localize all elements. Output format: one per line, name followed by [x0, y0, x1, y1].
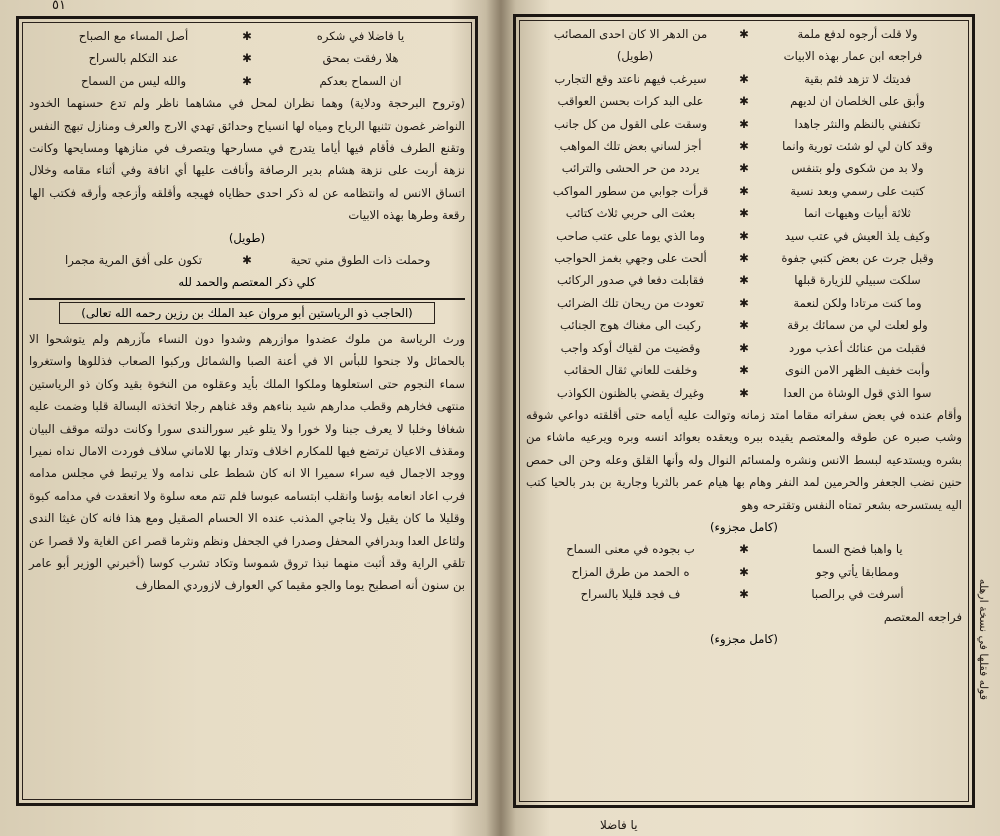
verse-line: [526, 382, 962, 404]
hemistich: أصل المساء مع الصباح: [78, 29, 189, 43]
hemistich: هلا رفقت بمحق: [322, 51, 399, 66]
section-heading: (الحاجب ذو الرياستين أبو مروان عبد الملك بن رزين رحمه الله تعالى): [59, 302, 435, 324]
verse-line: [526, 314, 962, 336]
verse-line: [526, 113, 962, 135]
hemistich: سلكت سبيلي للزيارة قبلها: [794, 273, 921, 288]
hemistich: تعودت من ريحان تلك الضرائب: [557, 295, 704, 310]
hemistich: فقبلت من عنائك أعذب مورد: [789, 340, 926, 355]
right-page-frame: [513, 14, 975, 808]
meter-label: (طويل): [616, 49, 654, 64]
hemistich: ولا قلت أرجوه لدفع ملمة: [797, 27, 918, 41]
hemistich: تكون على أفق المرية مجمرا: [64, 253, 203, 268]
star-icon: ✱: [739, 318, 749, 333]
hemistich: ومطابقا يأتي وجو: [815, 564, 900, 579]
star-icon: ✱: [739, 340, 749, 355]
hemistich: ه الحمد من طرق المزاح: [571, 564, 690, 579]
verse-line: [526, 247, 962, 269]
verse-line: [526, 269, 962, 291]
verse-line: [526, 561, 962, 583]
hemistich: وقد كان لي لو شئت تورية وانما: [782, 139, 933, 154]
hemistich: وسقت على القول من كل جانب: [553, 116, 708, 131]
hemistich: ثلاثة أبيات وهيهات انما: [804, 206, 911, 221]
star-icon: ✱: [242, 253, 252, 268]
hemistich: وما كنت مرتادا ولكن لنعمة: [793, 295, 922, 310]
intro-line: [526, 606, 962, 628]
star-icon: ✱: [739, 161, 749, 176]
verse-line: [526, 157, 962, 179]
verse-line: [526, 202, 962, 224]
star-icon: ✱: [739, 27, 749, 41]
hemistich: وقبل جرت عن بعض كتبي جفوة: [781, 251, 934, 266]
hemistich: يا فاضلا في شكره: [316, 29, 405, 43]
hemistich: ان السماح بعدكم: [319, 73, 402, 88]
hemistich: وكيف يلذ العيش في عتب سيد: [784, 228, 931, 243]
verse-line: [526, 359, 962, 381]
hemistich: وحملت ذات الطوق مني تحية: [290, 253, 431, 268]
star-icon: ✱: [739, 542, 749, 557]
meter-label: (طويل): [228, 230, 266, 245]
margin-note-text: قوله فقلها في نسخة ارهله: [977, 578, 990, 700]
page-number: ٥١: [52, 0, 66, 13]
intro-text: فراجعه المعتصم: [883, 609, 962, 624]
verse-line: [29, 47, 465, 69]
star-icon: ✱: [242, 51, 252, 66]
hemistich: يا واهبا فضح السما: [812, 542, 903, 557]
verse-line: [526, 583, 962, 605]
catchword: يا فاضلا: [600, 818, 638, 832]
star-icon: ✱: [739, 564, 749, 579]
hemistich: ب بجوده في معنى السماح: [566, 542, 695, 557]
divider: [29, 298, 465, 300]
hemistich: قرأت جوابي من سطور المواكب: [552, 183, 709, 198]
intro-line: [526, 45, 962, 67]
star-icon: ✱: [242, 29, 252, 43]
star-icon: ✱: [739, 183, 749, 198]
hemistich: ولا بد من شكوى ولو بتنفس: [791, 161, 924, 176]
hemistich: وأبق على الخلصان ان لديهم: [790, 94, 925, 109]
star-icon: ✱: [739, 116, 749, 131]
verse-line: [526, 90, 962, 112]
hemistich: يردد من حر الحشى والترائب: [561, 161, 700, 176]
verse-line: [29, 249, 465, 271]
hemistich: ركبت الى مغناك هوج الجنائب: [559, 318, 702, 333]
hemistich: بعثت الى حربي ثلاث كتائب: [565, 206, 696, 221]
intro-text: فراجعه ابن عمار بهذه الابيات: [783, 49, 923, 64]
meter-label: (كامل مجزوء): [710, 631, 778, 646]
hemistich: وخلفت للعاني ثقال الحقائب: [563, 363, 698, 378]
verse-line: [526, 180, 962, 202]
star-icon: ✱: [242, 73, 252, 88]
hemistich: سوا الذي قول الوشاة من العدا: [783, 385, 932, 400]
hemistich: عند التكلم بالسراح: [88, 51, 179, 66]
verse-line: [526, 68, 962, 90]
closing-line: كلي ذكر المعتصم والحمد لله: [178, 275, 316, 290]
hemistich: وغيرك يقضي بالظنون الكواذب: [556, 385, 705, 400]
margin-note: [972, 300, 994, 700]
verse-line: [526, 23, 962, 45]
book-gutter: [486, 0, 516, 836]
verse-line: [526, 225, 962, 247]
star-icon: ✱: [739, 206, 749, 221]
hemistich: على البد كرات بحسن العواقب: [557, 94, 704, 109]
hemistich: تكنفني بالنظم والنثر جاهدا: [794, 116, 921, 131]
hemistich: أسرفت في برالصبا: [811, 587, 904, 602]
verse-line: [526, 538, 962, 560]
verse-line: [526, 292, 962, 314]
hemistich: أجز لساني بعض تلك المواهب: [559, 139, 702, 154]
verses-block: [526, 538, 962, 605]
star-icon: ✱: [739, 94, 749, 109]
star-icon: ✱: [739, 385, 749, 400]
verse-line: [29, 70, 465, 92]
hemistich: ف فجد قليلا بالسراح: [580, 587, 681, 602]
hemistich: من الدهر الا كان احدى المصائب: [553, 27, 708, 41]
hemistich: ولو لعلت لي من سمائك برقة: [787, 318, 928, 333]
hemistich: وأبت خفيف الظهر الامن النوى: [785, 363, 930, 378]
hemistich: وما الذي يوما على عتب صاحب: [556, 228, 705, 243]
prose-paragraph: (وتروح البرحجة ودلاية) وهما نظران لمحل في مشاهما ناظر ولم تدع حسنهما الخدود النواضر غصون تثنيها الرياح ومياه لها انسياح وحدائق تهدي الارج والعرف ومنازل تبهج النفس وتقنع الطرف فأقام فيها أياما يتدرج في مسارحها ويتصرف في منازهها ومسايحها وكانت نزهة أربت على نزهة هشام بدير الرصافة وأنافت عليها أي انافة وفي أثناء مقامه وخلال اتساق الانس له وانتظامه عن له ذكر احدى حظاياه فهيجه وأقلقه وأزعجه وأرقه فكتب الها رقعة وطرها بهذه الابيات: [29, 96, 465, 223]
hemistich: والله ليس من السماح: [80, 73, 187, 88]
star-icon: ✱: [739, 251, 749, 266]
star-icon: ✱: [739, 71, 749, 86]
meter-label: (كامل مجزوء): [710, 519, 778, 534]
left-page-frame: [16, 16, 478, 806]
hemistich: فديتك لا تزهد فثم بقية: [804, 71, 911, 86]
hemistich: وقضيت من لقياك أوكد واجب: [560, 340, 701, 355]
prose-paragraph: وأقام عنده في بعض سفراته مقاما امتد زمانه وتوالت عليه أيامه حتى أقلقته دواعي شوقه وشب صبره عن طوقه والمعتصم يقيده ببره ويعقده بعوائد انسه وبره ويرعيه ماشاء من بشره ويستدعيه لبسط الانس ونشره ولمسائم النوال وله وأنها القلق وعله وحن الى حمص حنين نضب الجعفر والحرمين لمد النفر وهام بها هيام عمر بالثريا وجارية بن بدر بالحيا كتب اليه يستسرحه بشعر تمتاه النفس وتقترحه وهو: [526, 407, 962, 512]
verse-line: [526, 135, 962, 157]
star-icon: ✱: [739, 273, 749, 288]
verses-top: [29, 25, 465, 92]
star-icon: ✱: [739, 295, 749, 310]
star-icon: ✱: [739, 228, 749, 243]
hemistich: ألحت على وجهي بغمز الحواجب: [554, 251, 707, 266]
verse-line: [526, 337, 962, 359]
hemistich: كتبت على رسمي وبعد نسية: [790, 183, 925, 198]
hemistich: فقابلت دفعا في صدور الركائب: [556, 273, 705, 288]
verse-line: [29, 25, 465, 47]
prose-paragraph: ورث الرياسة من ملوك عضدوا موازرهم وشدوا دون النساء مآزرهم ولم يتوشحوا الا بالحمائل ولا جنحوا للبأس الا في أعنة الصبا والشمائل وركبوا الصعاب فذللوها واستغروا سماء النجوم حتى استعلوها وملكوا الملك بأيد وعقلوه من النخوة بقيد وكان ذو الرياستين منتهى فخارهم وقطب مدارهم شيد بناءهم وقد غناهم رجلا اتخذته البسالة قلبا وضمت عليه شغافا وخلبا لا يعرف جبنا ولا خورا ولا يتلو غير سورالندى سورا وكانت دولته موقف البيان ومقذف الاعيان ترتضع فيها للمكارم اخلاف وتدار بها للاماني سلاف فوردت الامال نداه نميرا ووجد الاجمال فيه سراء سميرا الا انه كان شطط على ندامه ولا يرتبط في مجلس مدامه فرب اعاد انعامه بؤسا وانقلب ابتسامه عبوسا فلم تتم معه سلوة ولا انعقدت في مدامه كبوة وقليلا ما كان يقيل ولا يناجي المذنب عنده الا الحسام الصقيل ومع هذا فانه كان غيثا الندى ولثاعل العدا وبدرافي المحفل وصدرا في الجحفل ونظم ونثرما قصر اعن الغاية ولا قصرا عن تلقي الراية وقد أثبت منهما نبذا تروق شموسا وتكاد تشرب كوسا (أخبرني الوزير أبو عامر بن سنون أنه اصطبح يوما والجو مقيما كي العوارف لازوردي المطارف: [29, 331, 465, 593]
hemistich: سيرغب فيهم ناعتد وقع التجارب: [554, 71, 707, 86]
star-icon: ✱: [739, 363, 749, 378]
star-icon: ✱: [739, 587, 749, 602]
star-icon: ✱: [739, 139, 749, 154]
verses-block: [526, 68, 962, 404]
